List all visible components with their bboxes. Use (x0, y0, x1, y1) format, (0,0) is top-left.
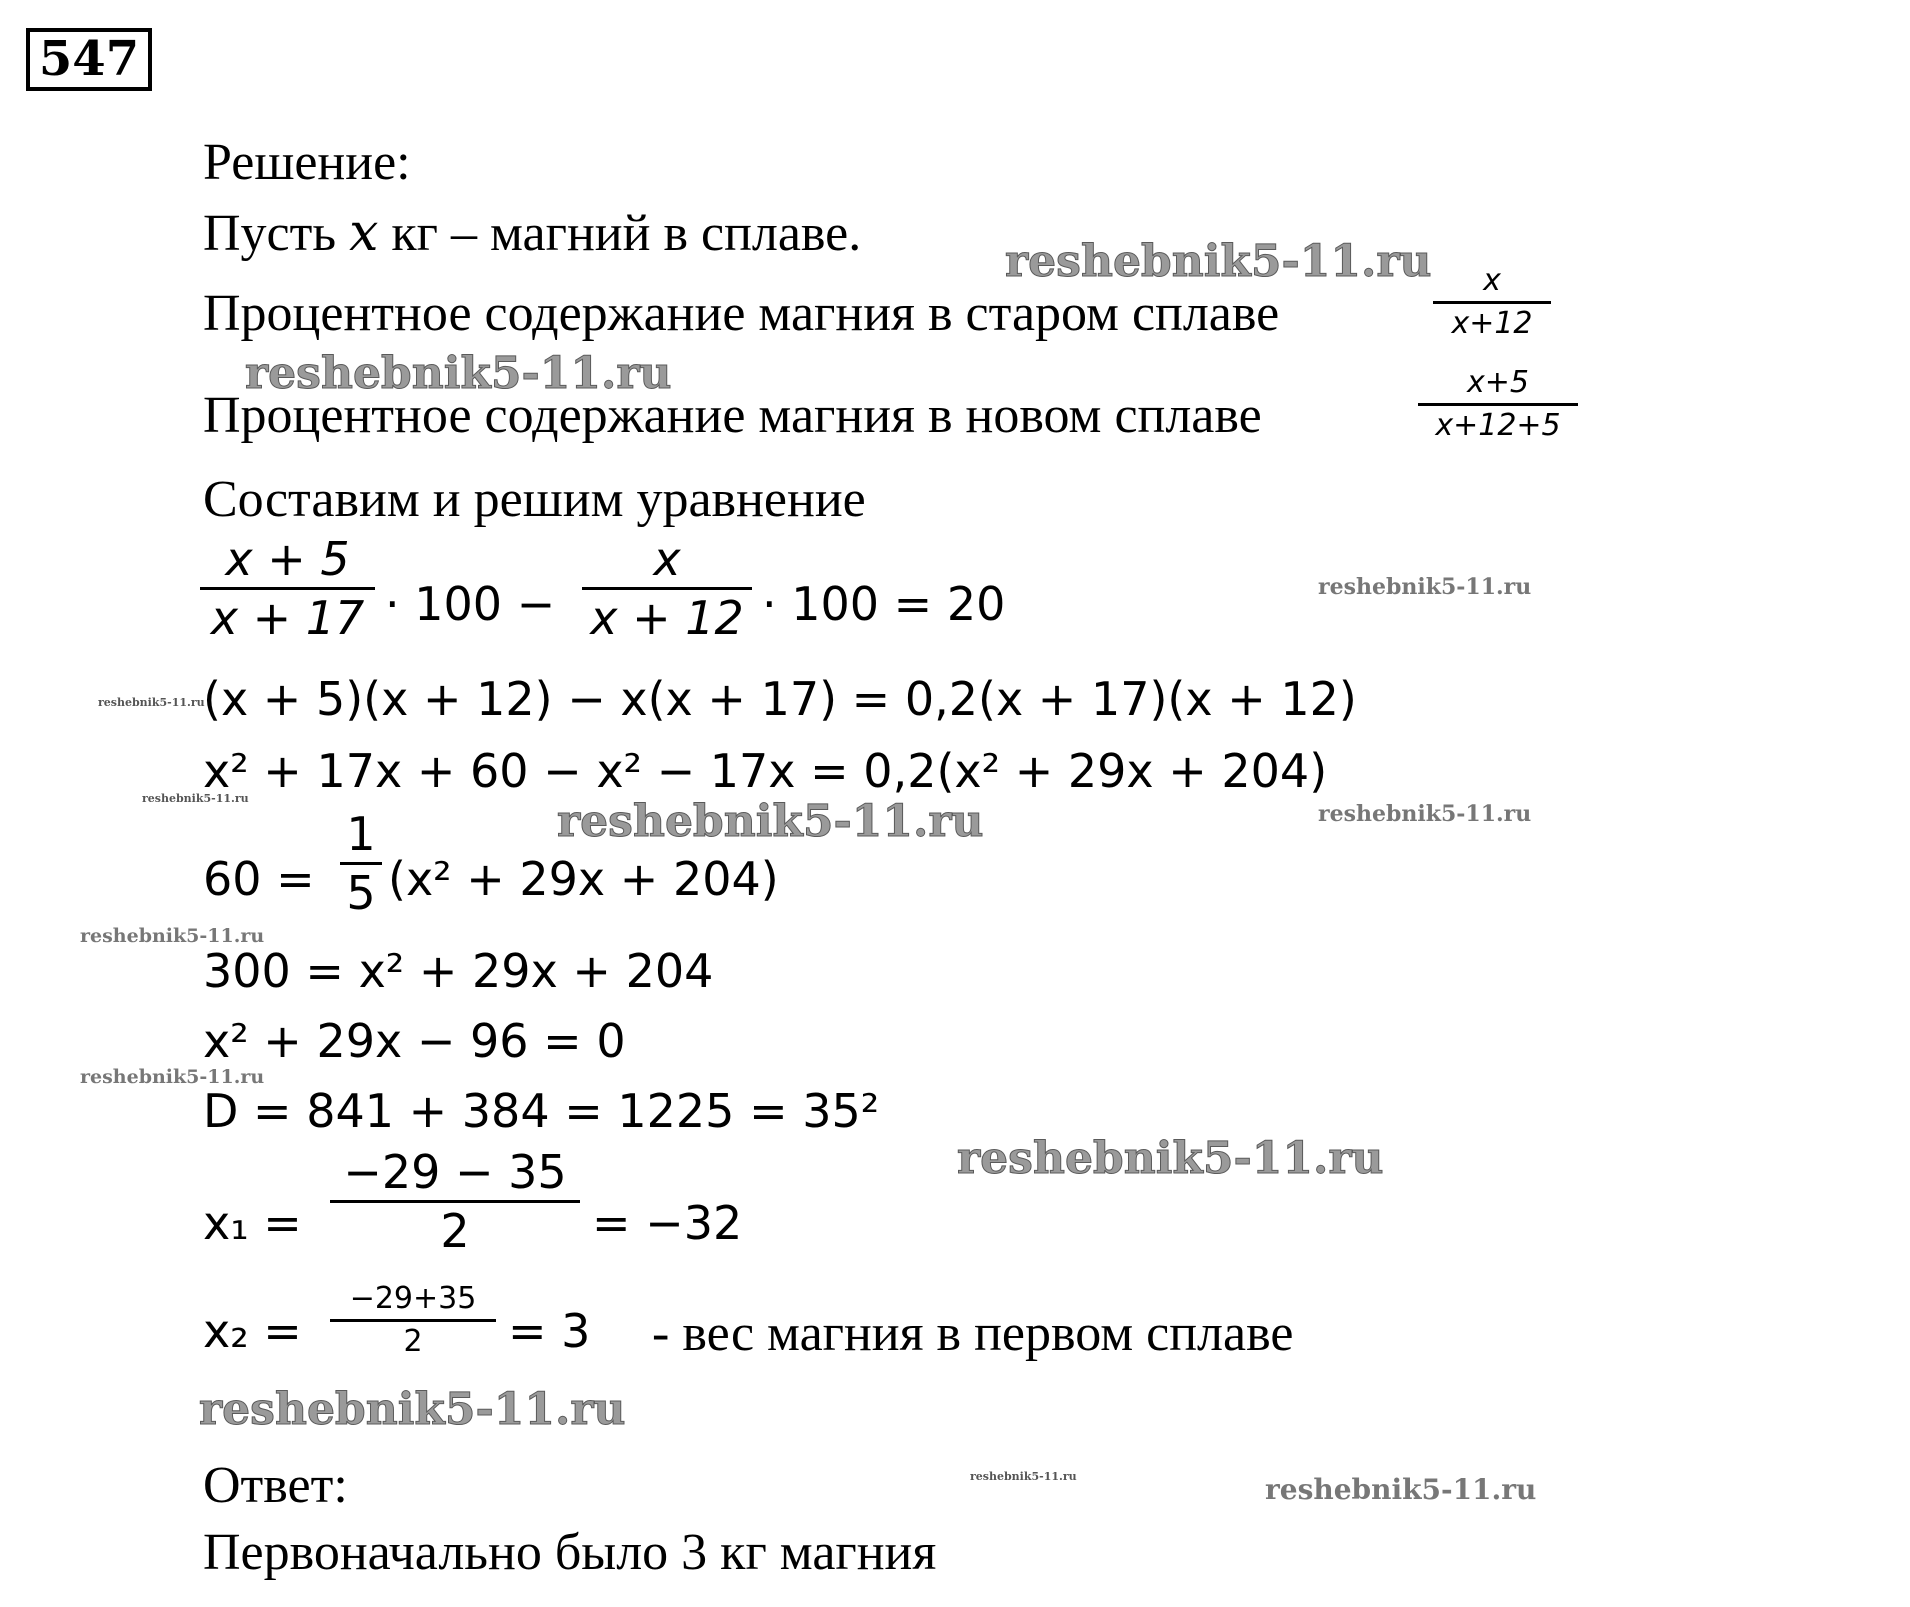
equation-3: x² + 17x + 60 − x² − 17x = 0,2(x² + 29x + 204) (203, 744, 1328, 798)
watermark: reshebnik5-11.ru (80, 1066, 265, 1088)
answer-text: Первоначально было 3 кг магния (203, 1524, 937, 1581)
eq9-left: x₂ = (203, 1304, 302, 1358)
old-alloy-denominator: x+12 (1451, 305, 1533, 341)
eq1-fraction-1 (200, 532, 375, 646)
eq1-f2-numerator: x (653, 532, 681, 586)
eq1-fraction-2 (582, 532, 752, 646)
solution-heading: Решение: (203, 134, 411, 191)
watermark: reshebnik5-11.ru (98, 696, 205, 709)
watermark: reshebnik5-11.ru (80, 925, 265, 947)
eq4-fraction (340, 807, 382, 921)
fraction-bar (330, 1200, 580, 1203)
watermark: reshebnik5-11.ru (142, 792, 249, 805)
old-alloy-fraction (1433, 265, 1551, 339)
eq1-tail: · 100 = 20 (762, 577, 1006, 631)
eq4-left: 60 = (203, 852, 315, 906)
equation-7-discriminant: D = 841 + 384 = 1225 = 35² (203, 1084, 880, 1138)
eq4-numerator: 1 (346, 807, 376, 861)
new-alloy-fraction (1418, 367, 1578, 441)
fraction-bar (1418, 403, 1578, 406)
equation-2: (x + 5)(x + 12) − x(x + 17) = 0,2(x + 17)(x + 12) (203, 672, 1357, 726)
let-line (203, 203, 862, 263)
fraction-bar (200, 587, 375, 590)
watermark: reshebnik5-11.ru (1265, 1473, 1537, 1506)
eq9-explanation: - вес магния в первом сплаве (652, 1305, 1294, 1362)
eq1-f1-denominator: x + 17 (210, 591, 365, 646)
answer-label: Ответ: (203, 1457, 348, 1514)
watermark: reshebnik5-11.ru (957, 1133, 1384, 1184)
eq1-middle: · 100 − (385, 577, 556, 631)
eq4-denominator: 5 (346, 866, 376, 921)
eq8-right: = −32 (592, 1196, 743, 1250)
eq1-f2-denominator: x + 12 (590, 591, 744, 646)
watermark: reshebnik5-11.ru (1318, 574, 1532, 600)
let-suffix: кг – магний в сплаве. (391, 205, 862, 262)
watermark: reshebnik5-11.ru (557, 796, 984, 847)
old-alloy-line: Процентное содержание магния в старом сплаве (203, 285, 1280, 342)
new-alloy-numerator: x+5 (1467, 365, 1529, 400)
eq8-left: x₁ = (203, 1196, 302, 1250)
watermark: reshebnik5-11.ru (245, 348, 672, 399)
equation-5: 300 = x² + 29x + 204 (203, 944, 714, 998)
watermark: reshebnik5-11.ru (1005, 236, 1432, 287)
eq1-f1-numerator: x + 5 (225, 532, 350, 586)
fraction-bar (330, 1319, 496, 1322)
eq8-fraction (330, 1145, 580, 1259)
let-prefix: Пусть (203, 205, 337, 262)
eq9-denominator: 2 (403, 1323, 423, 1359)
compose-equation-line: Составим и решим уравнение (203, 471, 866, 528)
old-alloy-numerator: x (1483, 263, 1501, 298)
fraction-bar (582, 587, 752, 590)
let-variable: x (349, 203, 379, 263)
fraction-bar (1433, 301, 1551, 304)
eq9-numerator: −29+35 (349, 1281, 477, 1316)
eq9-right: = 3 (508, 1304, 591, 1358)
new-alloy-line: Процентное содержание магния в новом сплаве (203, 387, 1262, 444)
watermark: reshebnik5-11.ru (970, 1470, 1077, 1483)
eq4-right: (x² + 29x + 204) (388, 852, 779, 906)
new-alloy-denominator: x+12+5 (1435, 407, 1561, 443)
watermark: reshebnik5-11.ru (1318, 801, 1532, 827)
fraction-bar (340, 862, 382, 865)
eq8-denominator: 2 (440, 1204, 470, 1259)
equation-6: x² + 29x − 96 = 0 (203, 1014, 626, 1068)
eq8-numerator: −29 − 35 (343, 1145, 567, 1199)
watermark: reshebnik5-11.ru (199, 1384, 626, 1435)
eq9-fraction (330, 1283, 496, 1357)
problem-number: 547 (26, 28, 152, 91)
